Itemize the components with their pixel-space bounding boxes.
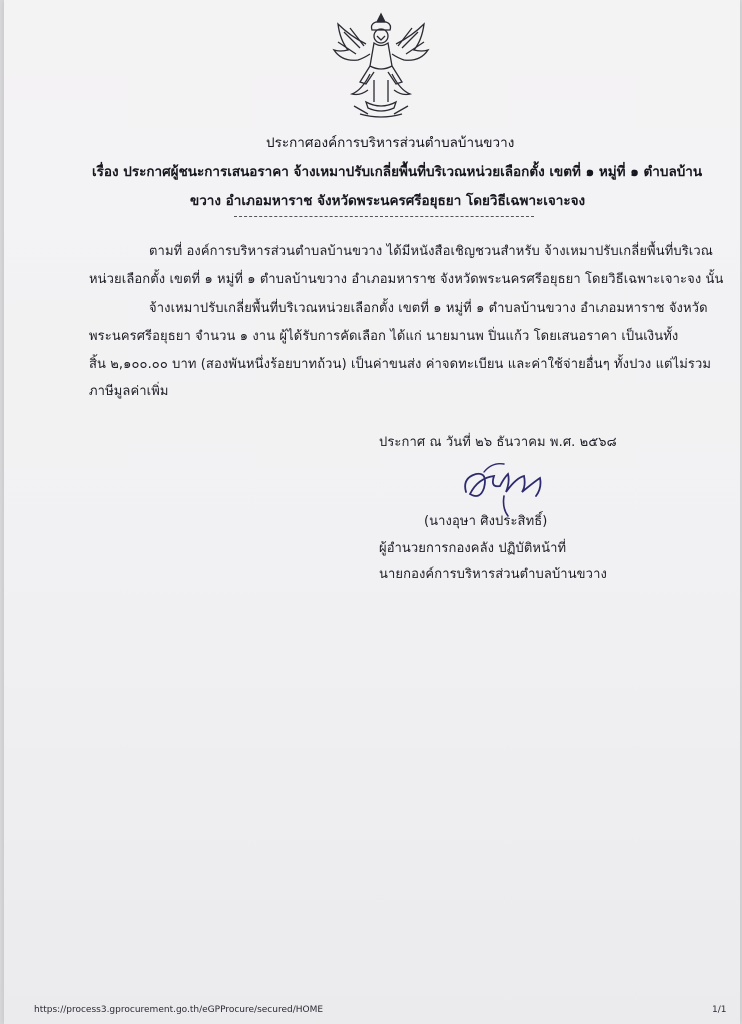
signatory-name: (นางอุษา ศิงประสิทธิ์) xyxy=(424,514,548,529)
body-line: สิ้น ๒,๑๐๐.๐๐ บาท (สองพันหนึ่งร้อยบาทถ้วน) เป็นค่าขนส่ง ค่าจดทะเบียน และค่าใช้จ่ายอื่นๆ ทั้งปวง แต่ไม่รวม xyxy=(89,357,712,372)
header-organization: ประกาศองค์การบริหารส่วนตำบลบ้านขวาง xyxy=(266,135,515,151)
garuda-emblem-icon xyxy=(330,10,432,122)
footer-page-number: 1/1 xyxy=(712,1005,727,1015)
body-line: จ้างเหมาปรับเกลี่ยพื้นที่บริเวณหน่วยเลือกตั้ง เขตที่ ๑ หมู่ที่ ๑ ตำบลบ้านขวาง อำเภอมหาราช จังหวัด xyxy=(149,301,708,316)
body-line: พระนครศรีอยุธยา จำนวน ๑ งาน ผู้ได้รับการคัดเลือก ได้แก่ นายมานพ ปิ่นแก้ว โดยเสนอราคา เป็นเงินทั้ง xyxy=(89,329,679,344)
signatory-position-acting: นายกองค์การบริหารส่วนตำบลบ้านขวาง xyxy=(379,567,607,582)
footer-url: https://process3.gprocurement.go.th/eGPProcure/secured/HOME xyxy=(34,1005,324,1015)
signatory-position: ผู้อำนวยการกองคลัง ปฏิบัติหน้าที่ xyxy=(379,541,567,556)
body-line: หน่วยเลือกตั้ง เขตที่ ๑ หมู่ที่ ๑ ตำบลบ้านขวาง อำเภอมหาราช จังหวัดพระนครศรีอยุธยา โดยวิธีเฉพาะเจาะจง นั้น xyxy=(89,272,724,287)
header-subject-line1: เรื่อง ประกาศผู้ชนะการเสนอราคา จ้างเหมาปรับเกลี่ยพื้นที่บริเวณหน่วยเลือกตั้ง เขตที่ ๑ หมู่ที่ ๑ ตำบลบ้าน xyxy=(92,164,703,180)
header-subject-line2: ขวาง อำเภอมหาราช จังหวัดพระนครศรีอยุธยา โดยวิธีเฉพาะเจาะจง xyxy=(190,193,586,209)
body-line: ภาษีมูลค่าเพิ่ม xyxy=(89,384,169,399)
handwritten-signature-icon xyxy=(444,448,574,518)
document-page xyxy=(4,0,740,1024)
header-divider xyxy=(234,216,534,217)
body-line: ตามที่ องค์การบริหารส่วนตำบลบ้านขวาง ได้มีหนังสือเชิญชวนสำหรับ จ้างเหมาปรับเกลี่ยพื้นที่บริเวณ xyxy=(149,244,713,259)
announcement-date: ประกาศ ณ วันที่ ๒๖ ธันวาคม พ.ศ. ๒๕๖๘ xyxy=(379,435,617,450)
